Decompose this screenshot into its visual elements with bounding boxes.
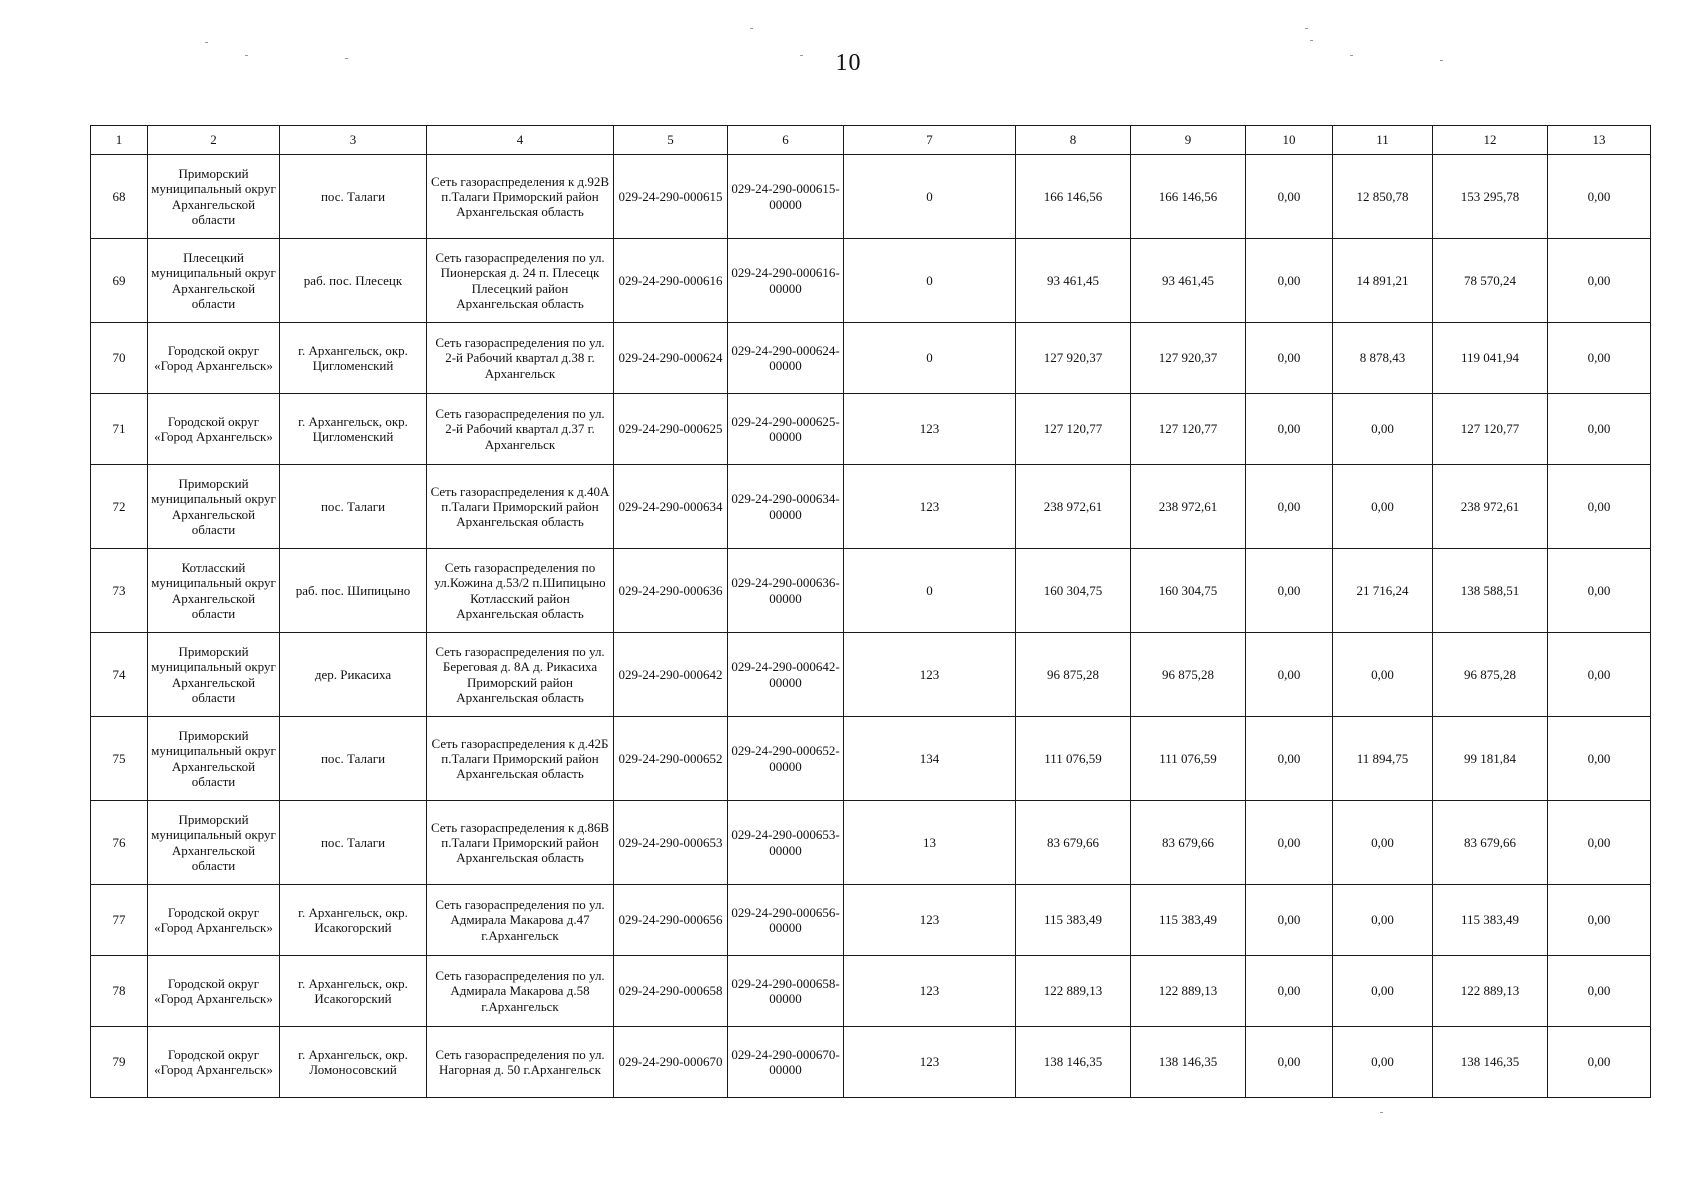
scan-speck bbox=[1440, 60, 1443, 61]
object-cell: Сеть газораспределения к д.86В п.Талаги Приморский район Архангельская область bbox=[427, 801, 614, 885]
district-cell: Приморский муниципальный округ Архангельской области bbox=[148, 801, 280, 885]
column-header: 1 bbox=[91, 126, 148, 155]
col10-cell: 0,00 bbox=[1246, 633, 1333, 717]
col8-cell: 83 679,66 bbox=[1016, 801, 1131, 885]
account-cell: 029-24-290-000652-00000 bbox=[728, 717, 844, 801]
col12-cell: 99 181,84 bbox=[1433, 717, 1548, 801]
row-number: 78 bbox=[91, 956, 148, 1027]
settlement-cell: дер. Рикасиха bbox=[280, 633, 427, 717]
scan-speck bbox=[1305, 28, 1308, 29]
col9-cell: 127 920,37 bbox=[1131, 323, 1246, 394]
col8-cell: 127 920,37 bbox=[1016, 323, 1131, 394]
column-header: 12 bbox=[1433, 126, 1548, 155]
column-header: 6 bbox=[728, 126, 844, 155]
col12-cell: 119 041,94 bbox=[1433, 323, 1548, 394]
district-cell: Плесецкий муниципальный округ Архангельской области bbox=[148, 239, 280, 323]
col9-cell: 93 461,45 bbox=[1131, 239, 1246, 323]
col11-cell: 0,00 bbox=[1333, 885, 1433, 956]
district-cell: Городской округ «Город Архангельск» bbox=[148, 394, 280, 465]
col7-cell: 123 bbox=[844, 394, 1016, 465]
col7-cell: 0 bbox=[844, 239, 1016, 323]
account-cell: 029-24-290-000624-00000 bbox=[728, 323, 844, 394]
row-number: 71 bbox=[91, 394, 148, 465]
row-number: 69 bbox=[91, 239, 148, 323]
col12-cell: 238 972,61 bbox=[1433, 465, 1548, 549]
col9-cell: 122 889,13 bbox=[1131, 956, 1246, 1027]
col11-cell: 0,00 bbox=[1333, 633, 1433, 717]
table-row bbox=[91, 1027, 1651, 1098]
scan-speck bbox=[1310, 40, 1313, 41]
col13-cell: 0,00 bbox=[1548, 549, 1651, 633]
settlement-cell: пос. Талаги bbox=[280, 465, 427, 549]
col10-cell: 0,00 bbox=[1246, 885, 1333, 956]
table-row bbox=[91, 549, 1651, 633]
table-row bbox=[91, 885, 1651, 956]
object-cell: Сеть газораспределения по ул. 2-й Рабочий квартал д.37 г. Архангельск bbox=[427, 394, 614, 465]
object-cell: Сеть газораспределения по ул. Нагорная д. 50 г.Архангельск bbox=[427, 1027, 614, 1098]
object-cell: Сеть газораспределения к д.40А п.Талаги Приморский район Архангельская область bbox=[427, 465, 614, 549]
scan-speck bbox=[1350, 55, 1353, 56]
code-cell: 029-24-290-000653 bbox=[614, 801, 728, 885]
scan-speck bbox=[800, 55, 803, 56]
column-header: 10 bbox=[1246, 126, 1333, 155]
column-header: 9 bbox=[1131, 126, 1246, 155]
table-row bbox=[91, 956, 1651, 1027]
col10-cell: 0,00 bbox=[1246, 549, 1333, 633]
col12-cell: 122 889,13 bbox=[1433, 956, 1548, 1027]
col7-cell: 123 bbox=[844, 885, 1016, 956]
col13-cell: 0,00 bbox=[1548, 239, 1651, 323]
district-cell: Приморский муниципальный округ Архангельской области bbox=[148, 465, 280, 549]
col7-cell: 123 bbox=[844, 633, 1016, 717]
col8-cell: 160 304,75 bbox=[1016, 549, 1131, 633]
object-cell: Сеть газораспределения по ул. Пионерская д. 24 п. Плесецк Плесецкий район Архангельская область bbox=[427, 239, 614, 323]
scan-speck bbox=[1380, 1112, 1383, 1113]
settlement-cell: г. Архангельск, окр. Цигломенский bbox=[280, 323, 427, 394]
column-header: 3 bbox=[280, 126, 427, 155]
col11-cell: 21 716,24 bbox=[1333, 549, 1433, 633]
col9-cell: 96 875,28 bbox=[1131, 633, 1246, 717]
col10-cell: 0,00 bbox=[1246, 465, 1333, 549]
col13-cell: 0,00 bbox=[1548, 155, 1651, 239]
code-cell: 029-24-290-000656 bbox=[614, 885, 728, 956]
col10-cell: 0,00 bbox=[1246, 239, 1333, 323]
settlement-cell: г. Архангельск, окр. Исакогорский bbox=[280, 885, 427, 956]
row-number: 70 bbox=[91, 323, 148, 394]
row-number: 76 bbox=[91, 801, 148, 885]
col9-cell: 238 972,61 bbox=[1131, 465, 1246, 549]
col12-cell: 96 875,28 bbox=[1433, 633, 1548, 717]
account-cell: 029-24-290-000636-00000 bbox=[728, 549, 844, 633]
col7-cell: 123 bbox=[844, 956, 1016, 1027]
col8-cell: 115 383,49 bbox=[1016, 885, 1131, 956]
code-cell: 029-24-290-000636 bbox=[614, 549, 728, 633]
col8-cell: 238 972,61 bbox=[1016, 465, 1131, 549]
district-cell: Котласский муниципальный округ Архангельской области bbox=[148, 549, 280, 633]
col11-cell: 0,00 bbox=[1333, 801, 1433, 885]
account-cell: 029-24-290-000616-00000 bbox=[728, 239, 844, 323]
settlement-cell: пос. Талаги bbox=[280, 801, 427, 885]
settlement-cell: г. Архангельск, окр. Ломоносовский bbox=[280, 1027, 427, 1098]
district-cell: Городской округ «Город Архангельск» bbox=[148, 323, 280, 394]
column-header: 7 bbox=[844, 126, 1016, 155]
col8-cell: 111 076,59 bbox=[1016, 717, 1131, 801]
account-cell: 029-24-290-000615-00000 bbox=[728, 155, 844, 239]
col9-cell: 160 304,75 bbox=[1131, 549, 1246, 633]
col11-cell: 0,00 bbox=[1333, 465, 1433, 549]
column-header: 8 bbox=[1016, 126, 1131, 155]
account-cell: 029-24-290-000670-00000 bbox=[728, 1027, 844, 1098]
col8-cell: 96 875,28 bbox=[1016, 633, 1131, 717]
col8-cell: 138 146,35 bbox=[1016, 1027, 1131, 1098]
col10-cell: 0,00 bbox=[1246, 155, 1333, 239]
col7-cell: 0 bbox=[844, 155, 1016, 239]
settlement-cell: раб. пос. Шипицыно bbox=[280, 549, 427, 633]
code-cell: 029-24-290-000615 bbox=[614, 155, 728, 239]
col10-cell: 0,00 bbox=[1246, 801, 1333, 885]
col7-cell: 0 bbox=[844, 549, 1016, 633]
col7-cell: 13 bbox=[844, 801, 1016, 885]
col11-cell: 0,00 bbox=[1333, 394, 1433, 465]
table-row bbox=[91, 801, 1651, 885]
col11-cell: 0,00 bbox=[1333, 956, 1433, 1027]
col7-cell: 0 bbox=[844, 323, 1016, 394]
column-number-row bbox=[91, 126, 1651, 155]
col8-cell: 127 120,77 bbox=[1016, 394, 1131, 465]
scan-speck bbox=[205, 42, 208, 43]
col11-cell: 12 850,78 bbox=[1333, 155, 1433, 239]
object-cell: Сеть газораспределения по ул. 2-й Рабочий квартал д.38 г. Архангельск bbox=[427, 323, 614, 394]
col10-cell: 0,00 bbox=[1246, 323, 1333, 394]
column-header: 5 bbox=[614, 126, 728, 155]
table-row bbox=[91, 323, 1651, 394]
code-cell: 029-24-290-000642 bbox=[614, 633, 728, 717]
code-cell: 029-24-290-000616 bbox=[614, 239, 728, 323]
col13-cell: 0,00 bbox=[1548, 633, 1651, 717]
table-row bbox=[91, 465, 1651, 549]
row-number: 68 bbox=[91, 155, 148, 239]
district-cell: Городской округ «Город Архангельск» bbox=[148, 1027, 280, 1098]
object-cell: Сеть газораспределения по ул.Кожина д.53/2 п.Шипицыно Котласский район Архангельская область bbox=[427, 549, 614, 633]
object-cell: Сеть газораспределения по ул. Адмирала Макарова д.58 г.Архангельск bbox=[427, 956, 614, 1027]
code-cell: 029-24-290-000670 bbox=[614, 1027, 728, 1098]
row-number: 79 bbox=[91, 1027, 148, 1098]
col7-cell: 134 bbox=[844, 717, 1016, 801]
row-number: 73 bbox=[91, 549, 148, 633]
col12-cell: 83 679,66 bbox=[1433, 801, 1548, 885]
table-row bbox=[91, 239, 1651, 323]
table-row bbox=[91, 633, 1651, 717]
col7-cell: 123 bbox=[844, 465, 1016, 549]
col9-cell: 115 383,49 bbox=[1131, 885, 1246, 956]
column-header: 11 bbox=[1333, 126, 1433, 155]
col9-cell: 111 076,59 bbox=[1131, 717, 1246, 801]
col11-cell: 11 894,75 bbox=[1333, 717, 1433, 801]
district-cell: Приморский муниципальный округ Архангельской области bbox=[148, 633, 280, 717]
account-cell: 029-24-290-000656-00000 bbox=[728, 885, 844, 956]
settlement-cell: г. Архангельск, окр. Исакогорский bbox=[280, 956, 427, 1027]
col13-cell: 0,00 bbox=[1548, 394, 1651, 465]
col12-cell: 138 146,35 bbox=[1433, 1027, 1548, 1098]
col9-cell: 83 679,66 bbox=[1131, 801, 1246, 885]
col13-cell: 0,00 bbox=[1548, 465, 1651, 549]
col8-cell: 93 461,45 bbox=[1016, 239, 1131, 323]
district-cell: Городской округ «Город Архангельск» bbox=[148, 885, 280, 956]
settlement-cell: пос. Талаги bbox=[280, 717, 427, 801]
col13-cell: 0,00 bbox=[1548, 1027, 1651, 1098]
account-cell: 029-24-290-000642-00000 bbox=[728, 633, 844, 717]
col12-cell: 115 383,49 bbox=[1433, 885, 1548, 956]
district-cell: Городской округ «Город Архангельск» bbox=[148, 956, 280, 1027]
row-number: 72 bbox=[91, 465, 148, 549]
scan-speck bbox=[345, 58, 348, 59]
col13-cell: 0,00 bbox=[1548, 885, 1651, 956]
column-header: 4 bbox=[427, 126, 614, 155]
object-cell: Сеть газораспределения по ул. Адмирала Макарова д.47 г.Архангельск bbox=[427, 885, 614, 956]
col10-cell: 0,00 bbox=[1246, 394, 1333, 465]
col9-cell: 166 146,56 bbox=[1131, 155, 1246, 239]
col10-cell: 0,00 bbox=[1246, 1027, 1333, 1098]
settlement-cell: г. Архангельск, окр. Цигломенский bbox=[280, 394, 427, 465]
col12-cell: 138 588,51 bbox=[1433, 549, 1548, 633]
table-row bbox=[91, 394, 1651, 465]
object-cell: Сеть газораспределения к д.42Б п.Талаги Приморский район Архангельская область bbox=[427, 717, 614, 801]
object-cell: Сеть газораспределения к д.92В п.Талаги Приморский район Архангельская область bbox=[427, 155, 614, 239]
page-number: 10 bbox=[835, 50, 862, 76]
registry-table bbox=[90, 125, 1651, 1098]
scan-speck bbox=[245, 55, 248, 56]
col13-cell: 0,00 bbox=[1548, 801, 1651, 885]
column-header: 2 bbox=[148, 126, 280, 155]
table-row bbox=[91, 717, 1651, 801]
account-cell: 029-24-290-000625-00000 bbox=[728, 394, 844, 465]
col13-cell: 0,00 bbox=[1548, 323, 1651, 394]
col7-cell: 123 bbox=[844, 1027, 1016, 1098]
code-cell: 029-24-290-000652 bbox=[614, 717, 728, 801]
col10-cell: 0,00 bbox=[1246, 717, 1333, 801]
code-cell: 029-24-290-000625 bbox=[614, 394, 728, 465]
col13-cell: 0,00 bbox=[1548, 956, 1651, 1027]
code-cell: 029-24-290-000624 bbox=[614, 323, 728, 394]
settlement-cell: пос. Талаги bbox=[280, 155, 427, 239]
col8-cell: 122 889,13 bbox=[1016, 956, 1131, 1027]
row-number: 75 bbox=[91, 717, 148, 801]
code-cell: 029-24-290-000634 bbox=[614, 465, 728, 549]
account-cell: 029-24-290-000658-00000 bbox=[728, 956, 844, 1027]
col12-cell: 127 120,77 bbox=[1433, 394, 1548, 465]
settlement-cell: раб. пос. Плесецк bbox=[280, 239, 427, 323]
col11-cell: 8 878,43 bbox=[1333, 323, 1433, 394]
row-number: 74 bbox=[91, 633, 148, 717]
row-number: 77 bbox=[91, 885, 148, 956]
col9-cell: 138 146,35 bbox=[1131, 1027, 1246, 1098]
account-cell: 029-24-290-000653-00000 bbox=[728, 801, 844, 885]
col13-cell: 0,00 bbox=[1548, 717, 1651, 801]
col8-cell: 166 146,56 bbox=[1016, 155, 1131, 239]
district-cell: Приморский муниципальный округ Архангельской области bbox=[148, 717, 280, 801]
column-header: 13 bbox=[1548, 126, 1651, 155]
table-row bbox=[91, 155, 1651, 239]
col11-cell: 0,00 bbox=[1333, 1027, 1433, 1098]
col12-cell: 78 570,24 bbox=[1433, 239, 1548, 323]
district-cell: Приморский муниципальный округ Архангельской области bbox=[148, 155, 280, 239]
col10-cell: 0,00 bbox=[1246, 956, 1333, 1027]
col11-cell: 14 891,21 bbox=[1333, 239, 1433, 323]
col12-cell: 153 295,78 bbox=[1433, 155, 1548, 239]
account-cell: 029-24-290-000634-00000 bbox=[728, 465, 844, 549]
object-cell: Сеть газораспределения по ул. Береговая д. 8А д. Рикасиха Приморский район Архангельская область bbox=[427, 633, 614, 717]
scan-speck bbox=[750, 28, 753, 29]
col9-cell: 127 120,77 bbox=[1131, 394, 1246, 465]
code-cell: 029-24-290-000658 bbox=[614, 956, 728, 1027]
